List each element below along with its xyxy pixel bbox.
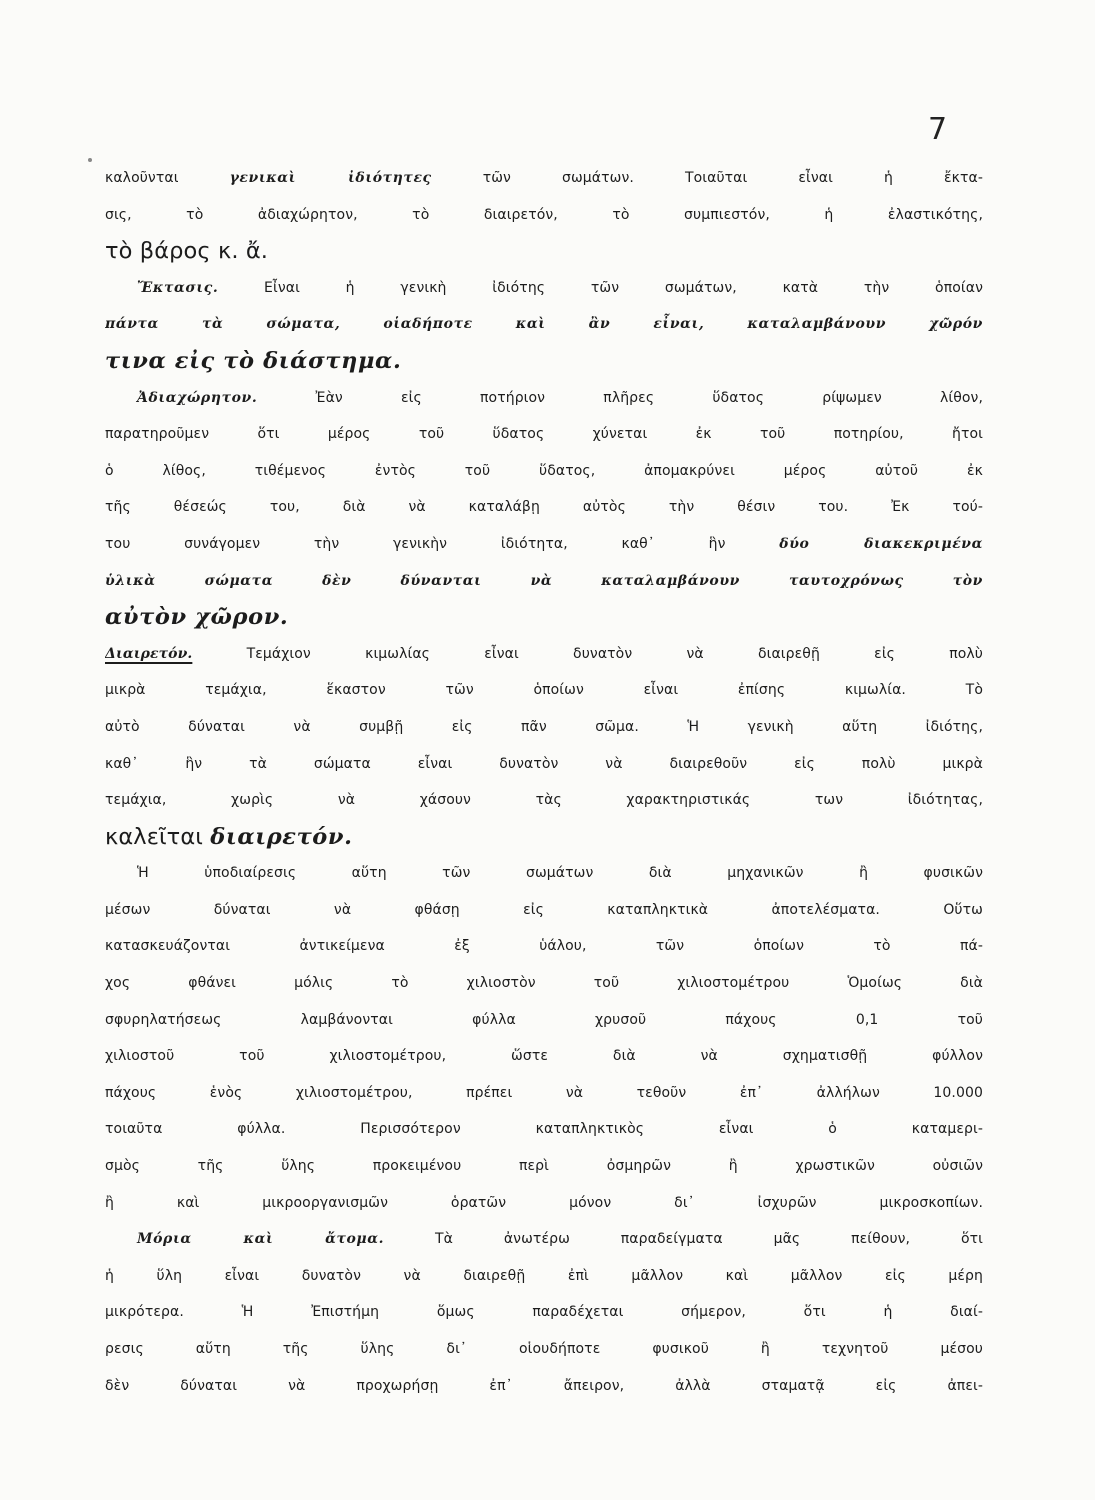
text-run: σφυρηλατήσεως λαμβάνονται φύλλα χρυσοῦ πάχους 0,1 τοῦ [105,1011,983,1028]
text-run: τοιαῦτα φύλλα. Περισσότερον καταπληκτικὸς εἶναι ὁ καταμερι- [105,1121,983,1138]
text-line [105,636,983,673]
text-line [105,746,983,783]
emphasized-term: διαιρετόν. [210,823,353,850]
text-run: πάχους ἑνὸς χιλιοστομέτρου, πρέπει νὰ τεθοῦν ἐπ᾿ ἀλλήλων 10.000 [105,1084,983,1101]
emphasized-term: γενικαὶ ἰδιότητες [229,170,432,186]
emphasized-term: Ἔκτασις. [137,279,219,296]
text-run: δὲν δύναται νὰ προχωρήσῃ ἐπ᾿ ἄπειρον, ἀλλὰ σταματᾷ εἰς ἀπει- [105,1377,983,1394]
text-run: σις, τὸ ἀδιαχώρητον, τὸ διαιρετόν, τὸ συμπιεστόν, ἡ ἐλαστικότης, [105,206,983,223]
text-line [105,306,983,343]
text-run: Ἡ ὑποδιαίρεσις αὕτη τῶν σωμάτων διὰ μηχανικῶν ἢ φυσικῶν [137,865,983,882]
emphasized-term: ὑλικὰ σώματα δὲν δύνανται νὰ καταλαμβάνουν ταυτοχρόνως τὸν [105,572,983,589]
text-line [105,672,983,709]
text-line [105,343,983,380]
text-line [105,1148,983,1185]
text-line [105,1258,983,1295]
text-run: τὸ βάρος κ. ἄ. [105,238,269,265]
text-line [105,855,983,892]
text-line [105,1221,983,1258]
emphasized-term: Ἀδιαχώρητον. [137,389,258,406]
text-line [105,1331,983,1368]
text-line [105,416,983,453]
text-line [105,233,983,270]
text-run: ρεσις αὕτη τῆς ὕλης δι᾿ οἱουδήποτε φυσικοῦ ἢ τεχνητοῦ μέσου [105,1341,983,1357]
text-line [105,1111,983,1148]
text-line [105,526,983,563]
text-run: καθ᾿ ἣν τὰ σώματα εἶναι δυνατὸν νὰ διαιρεθοῦν εἰς πολὺ μικρὰ [105,755,983,772]
text-line [105,270,983,307]
text-run: τῶν σωμάτων. Τοιαῦται εἶναι ἡ ἔκτα- [431,170,983,186]
text-run: μέσων δύναται νὰ φθάσῃ εἰς καταπληκτικὰ ἀποτελέσματα. Οὕτω [105,901,983,918]
text-run: ἡ ὕλη εἶναι δυνατὸν νὰ διαιρεθῇ ἐπὶ μᾶλλον καὶ μᾶλλον εἰς μέρη [105,1267,983,1284]
text-run: χος φθάνει μόλις τὸ χιλιοστὸν τοῦ χιλιοστομέτρου Ὁμοίως διὰ [105,975,983,992]
text-run: του συνάγομεν τὴν γενικὴν ἰδιότητα, καθ᾿ ἣν [105,535,780,552]
text-run: μικρότερα. Ἡ Ἐπιστήμη ὅμως παραδέχεται σήμερον, ὅτι ἡ διαί- [105,1304,983,1321]
text-run: Τὰ ἀνωτέρω παραδείγματα μᾶς πείθουν, ὅτι [384,1231,983,1248]
text-line [105,1185,983,1222]
text-line [105,709,983,746]
emphasized-term: αὐτὸν χῶρον. [105,604,289,631]
page-number: 7 [928,112,948,147]
text-run: χιλιοστοῦ τοῦ χιλιοστομέτρου, ὥστε διὰ νὰ σχηματισθῇ φύλλον [105,1048,983,1065]
text-line [105,1038,983,1075]
text-run: Ἐὰν εἰς ποτήριον πλῆρες ὕδατος ρίψωμεν λίθον, [257,389,983,406]
text-run: ὁ λίθος, τιθέμενος ἐντὸς τοῦ ὕδατος, ἀπομακρύνει μέρος αὐτοῦ ἐκ [105,462,983,479]
margin-speck [88,158,92,162]
text-run: μικρὰ τεμάχια, ἕκαστον τῶν ὁποίων εἶναι ἐπίσης κιμωλία. Τὸ [105,682,983,699]
text-line [105,1368,983,1405]
text-run: παρατηροῦμεν ὅτι μέρος τοῦ ὕδατος χύνεται ἐκ τοῦ ποτηρίου, ἤτοι [105,426,983,443]
emphasized-term: τινα εἰς τὸ διάστημα. [105,347,402,374]
text-line [105,892,983,929]
text-run: τεμάχια, χωρὶς νὰ χάσουν τὰς χαρακτηριστικάς των ἰδιότητας, [105,792,983,809]
text-line [105,819,983,856]
text-line [105,160,983,197]
text-line [105,928,983,965]
text-line [105,965,983,1002]
text-line [105,599,983,636]
text-run: σμὸς τῆς ὕλης προκειμένου περὶ ὀσμηρῶν ἢ χρωστικῶν οὐσιῶν [105,1158,983,1175]
text-line [105,380,983,417]
text-run: κατασκευάζονται ἀντικείμενα ἐξ ὑάλου, τῶν ὁποίων τὸ πά- [105,938,983,955]
emphasized-term: Μόρια καὶ ἄτομα. [137,1231,385,1248]
text-run: Εἶναι ἡ γενικὴ ἰδιότης τῶν σωμάτων, κατὰ τὴν ὁποίαν [218,279,983,296]
emphasized-term: πάντα τὰ σώματα, οἱαδήποτε καὶ ἂν εἶναι, καταλαμβάνουν χῶρόν [105,316,983,333]
text-line [105,782,983,819]
text-line [105,1075,983,1112]
text-run: καλοῦνται [105,170,230,186]
text-line [105,197,983,234]
text-run: αὐτὸ δύναται νὰ συμβῇ εἰς πᾶν σῶμα. Ἡ γενικὴ αὕτη ἰδιότης, [105,718,983,735]
text-line [105,1294,983,1331]
text-run: τῆς θέσεώς του, διὰ νὰ καταλάβῃ αὐτὸς τὴν θέσιν του. Ἐκ τού- [105,499,983,516]
section-heading: Διαιρετόν. [105,645,193,662]
text-run: καλεῖται [105,823,211,850]
body-text [105,160,983,1404]
text-run: ἢ καὶ μικροοργανισμῶν ὁρατῶν μόνον δι᾿ ἰσχυρῶν μικροσκοπίων. [105,1194,983,1211]
text-line [105,489,983,526]
text-run: Τεμάχιον κιμωλίας εἶναι δυνατὸν νὰ διαιρεθῇ εἰς πολὺ [192,645,983,662]
emphasized-term: δύο διακεκριμένα [779,535,983,552]
text-line [105,563,983,600]
text-line [105,1002,983,1039]
text-line [105,453,983,490]
